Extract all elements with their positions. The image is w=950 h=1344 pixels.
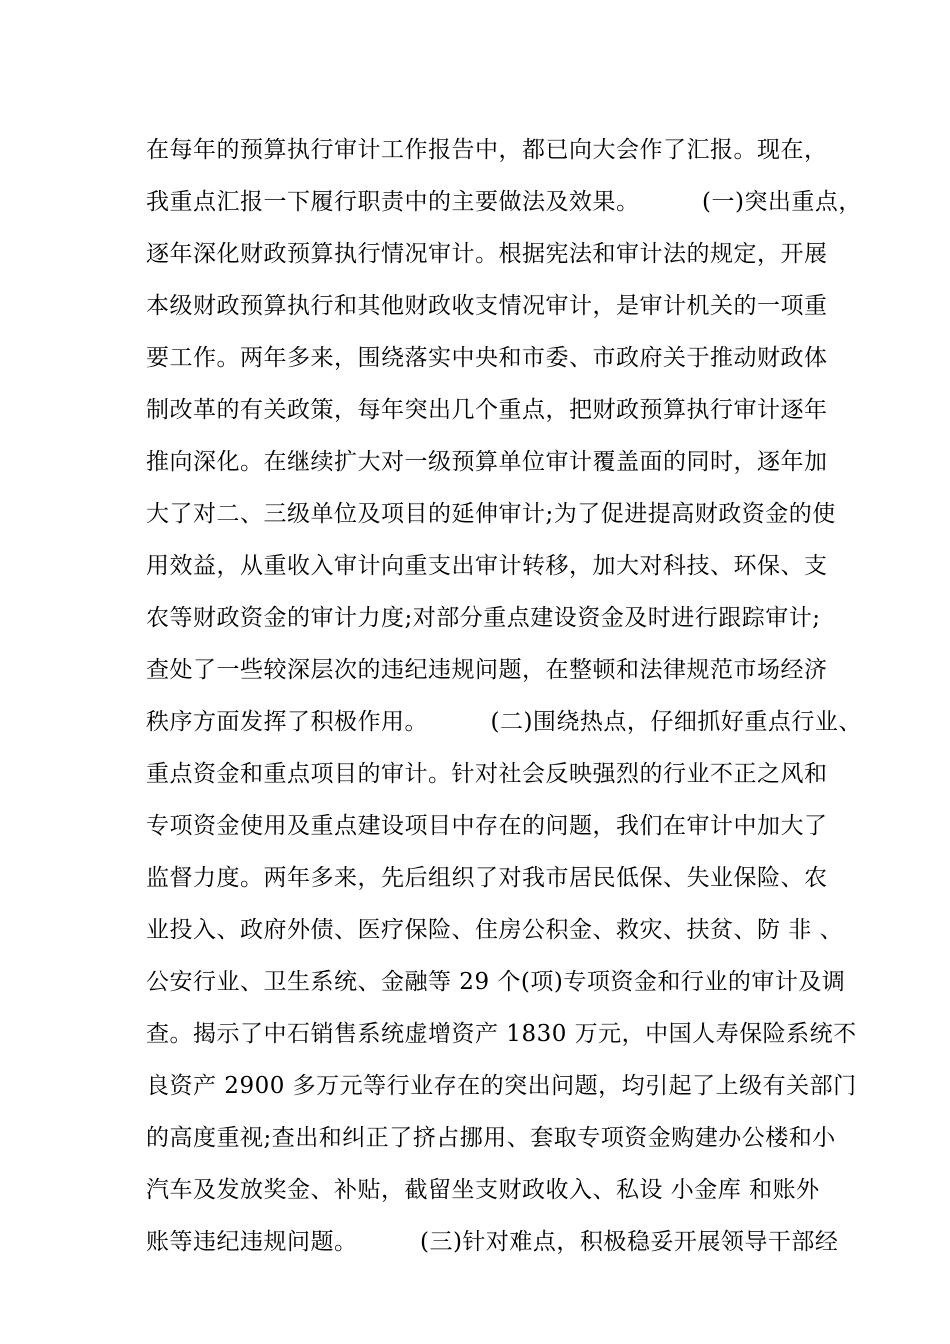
text-line: 业投入、政府外债、医疗保险、住房公积金、救灾、扶贫、防 非 、 xyxy=(146,917,844,943)
text-line: 用效益，从重收入审计向重支出审计转移，加大对科技、环保、支 xyxy=(146,553,828,579)
text-line: 专项资金使用及重点建设项目中存在的问题，我们在审计中加大了 xyxy=(146,813,828,839)
text-line: 汽车及发放奖金、补贴，截留坐支财政收入、私设 小金库 和账外 xyxy=(146,1177,820,1203)
text-line: 大了对二、三级单位及项目的延伸审计;为了促进提高财政资金的使 xyxy=(146,501,836,527)
text-line: 推向深化。在继续扩大对一级预算单位审计覆盖面的同时，逐年加 xyxy=(146,449,828,475)
text-line: 农等财政资金的审计力度;对部分重点建设资金及时进行跟踪审计; xyxy=(146,605,821,631)
text-line: 查处了一些较深层次的违纪违规问题，在整顿和法律规范市场经济 xyxy=(146,657,828,683)
text-line: 公安行业、卫生系统、金融等 29 个(项)专项资金和行业的审计及调 xyxy=(146,969,846,995)
text-line: 制改革的有关政策，每年突出几个重点，把财政预算执行审计逐年 xyxy=(146,397,828,423)
text-line: 要工作。两年多来，围绕落实中央和市委、市政府关于推动财政体 xyxy=(146,345,828,371)
text-line: 的高度重视;查出和纠正了挤占挪用、套取专项资金购建办公楼和小 xyxy=(146,1125,836,1151)
text-line: 查。揭示了中石销售系统虚增资产 1830 万元，中国人寿保险系统不 xyxy=(146,1021,857,1047)
text-line: 重点资金和重点项目的审计。针对社会反映强烈的行业不正之风和 xyxy=(146,761,828,787)
text-line: 良资产 2900 多万元等行业存在的突出问题，均引起了上级有关部门 xyxy=(146,1073,857,1099)
text-line: 监督力度。两年多来，先后组织了对我市居民低保、失业保险、农 xyxy=(146,865,828,891)
document-body xyxy=(146,130,862,1274)
text-line: 本级财政预算执行和其他财政收支情况审计，是审计机关的一项重 xyxy=(146,293,828,319)
text-line: 秩序方面发挥了积极作用。 (二)围绕热点，仔细抓好重点行业、 xyxy=(146,709,862,735)
text-line: 在每年的预算执行审计工作报告中，都已向大会作了汇报。现在， xyxy=(146,137,828,163)
text-line: 逐年深化财政预算执行情况审计。根据宪法和审计法的规定，开展 xyxy=(146,241,828,267)
text-line: 我重点汇报一下履行职责中的主要做法及效果。 (一)突出重点， xyxy=(146,189,862,215)
text-line: 账等违纪违规问题。 (三)针对难点，积极稳妥开展领导干部经 xyxy=(146,1229,839,1255)
